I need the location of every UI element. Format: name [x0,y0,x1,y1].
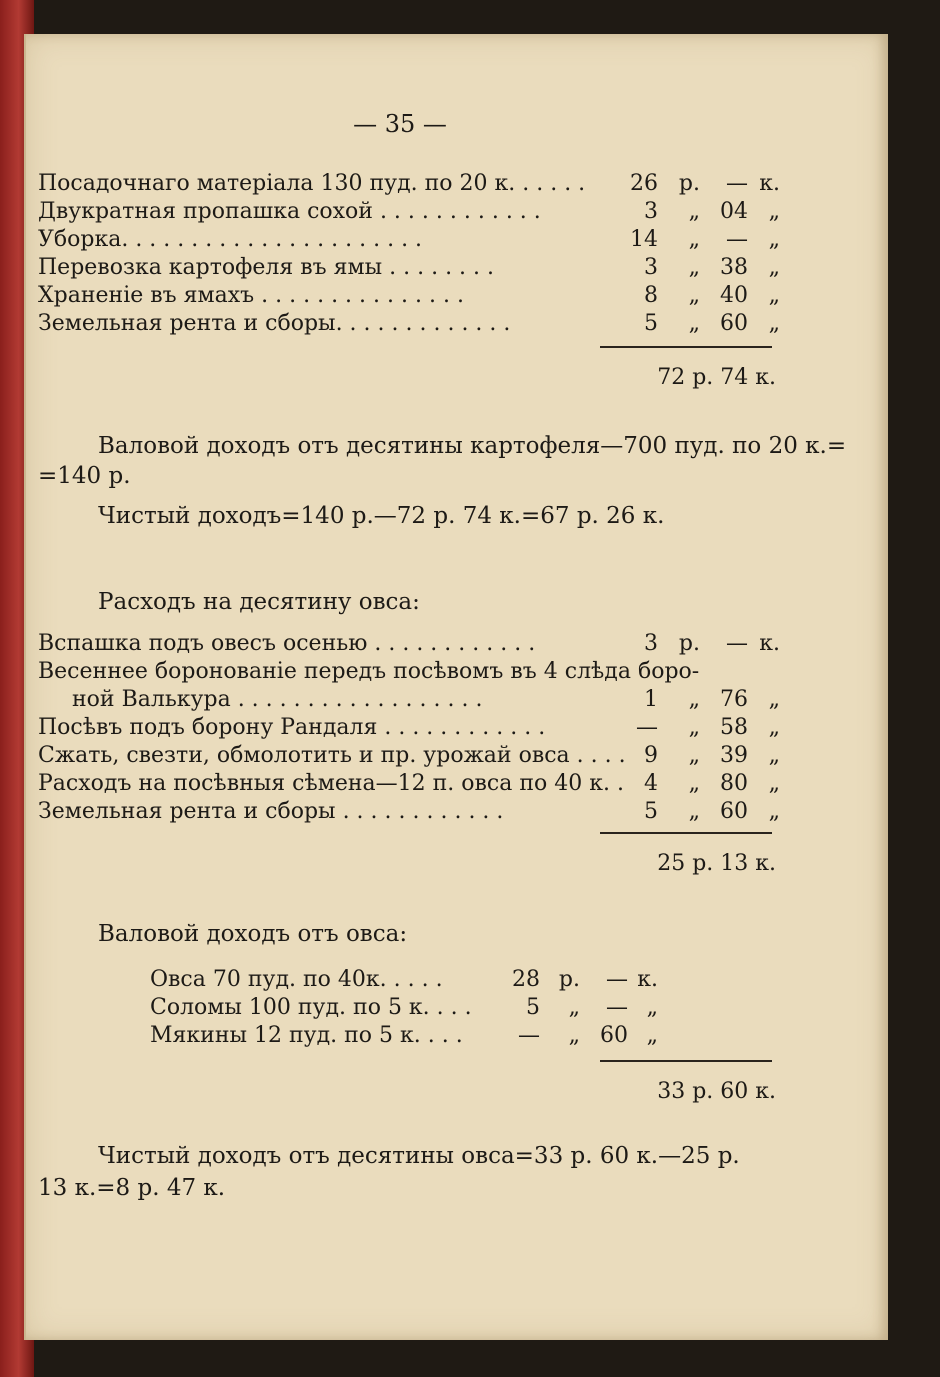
item-rubles-unit: „ [688,715,700,740]
item-rubles: — [518,1023,540,1048]
item-kopecks: — [606,967,628,992]
item-rubles: 8 [644,283,658,308]
item-kopecks: — [726,631,748,656]
table-row [38,198,778,226]
section-heading: Расходъ на десятину овса: [98,589,420,615]
item-kopecks-unit: к. [759,631,780,656]
item-kopecks: 60 [600,1023,628,1048]
item-kopecks-unit: к. [759,171,780,196]
table-row [150,994,670,1022]
item-description: Храненіе въ ямахъ . . . . . . . . . . . . . . . [38,283,464,308]
total-amount: 25 р. 13 к. [657,851,776,876]
table-row [38,226,778,254]
item-rubles-unit: р. [678,171,700,196]
item-rubles-unit: „ [688,255,700,280]
item-rubles: 4 [644,771,658,796]
sum-rule [600,346,772,348]
table-row [38,658,778,686]
item-kopecks-unit: к. [637,967,658,992]
table-row [38,254,778,282]
item-description: Расходъ на посѣвныя сѣмена—12 п. овса по 40 к. . [38,771,624,796]
item-kopecks-unit: „ [768,687,780,712]
sum-rule [600,832,772,834]
item-rubles-unit: „ [688,199,700,224]
item-kopecks-unit: „ [768,283,780,308]
item-kopecks-unit: „ [768,715,780,740]
item-rubles: 5 [644,311,658,336]
table-row [72,686,778,714]
item-rubles: 9 [644,743,658,768]
total-amount: 33 р. 60 к. [657,1079,776,1104]
item-rubles: 1 [644,687,658,712]
paragraph-line: Чистый доходъ отъ десятины овса=33 р. 60 к.—25 р. [98,1143,740,1169]
item-rubles: 28 [512,967,540,992]
item-kopecks: 60 [720,311,748,336]
item-kopecks: — [606,995,628,1020]
item-rubles-unit: „ [688,771,700,796]
table-row [38,170,778,198]
item-kopecks-unit: „ [768,743,780,768]
item-description: Перевозка картофеля въ ямы . . . . . . . . [38,255,495,280]
item-kopecks-unit: „ [768,311,780,336]
item-rubles-unit: „ [688,311,700,336]
item-rubles-unit: „ [688,283,700,308]
table-row [38,310,778,338]
item-rubles: 3 [644,255,658,280]
item-rubles-unit: „ [688,743,700,768]
item-description: Соломы 100 пуд. по 5 к. . . . [150,995,472,1020]
item-kopecks: 60 [720,799,748,824]
item-rubles-unit: „ [568,1023,580,1048]
item-rubles: 5 [526,995,540,1020]
section-heading: Валовой доходъ отъ овса: [98,921,408,947]
item-description: Посадочнаго матеріала 130 пуд. по 20 к. . . . . . [38,171,586,196]
item-description: Овса 70 пуд. по 40к. . . . . [150,967,443,992]
item-description: ной Валькура . . . . . . . . . . . . . . . . . . [72,687,483,712]
table-row [38,798,778,826]
item-kopecks: 76 [720,687,748,712]
sum-rule [600,1060,772,1062]
item-description: Уборка. . . . . . . . . . . . . . . . . . . . . . [38,227,423,252]
item-description: Вспашка подъ овесъ осенью . . . . . . . . . . . . [38,631,536,656]
item-kopecks: — [726,171,748,196]
item-rubles: 26 [630,171,658,196]
table-row [38,714,778,742]
item-kopecks: 80 [720,771,748,796]
item-kopecks: 58 [720,715,748,740]
paragraph-line: =140 р. [38,463,131,489]
page-number: — 35 — [353,110,447,138]
table-row [38,742,778,770]
item-rubles-unit: „ [688,799,700,824]
item-rubles: 3 [644,199,658,224]
item-kopecks-unit: „ [646,1023,658,1048]
item-kopecks: 39 [720,743,748,768]
item-rubles-unit: „ [688,687,700,712]
item-kopecks-unit: „ [768,799,780,824]
paragraph-line: Чистый доходъ=140 р.—72 р. 74 к.=67 р. 26 к. [98,503,665,529]
item-rubles-unit: р. [678,631,700,656]
item-description: Сжать, свезти, обмолотить и пр. урожай овса . . . . [38,743,626,768]
item-kopecks: 04 [720,199,748,224]
table-row [38,770,778,798]
item-rubles: 3 [644,631,658,656]
table-row [38,630,778,658]
item-rubles: 14 [630,227,658,252]
table-row [38,282,778,310]
item-rubles: — [636,715,658,740]
item-description: Мякины 12 пуд. по 5 к. . . . [150,1023,463,1048]
item-kopecks-unit: „ [768,227,780,252]
item-rubles-unit: „ [568,995,580,1020]
item-kopecks: — [726,227,748,252]
paragraph-line: Валовой доходъ отъ десятины картофеля—700 пуд. по 20 к.= [98,433,847,459]
item-description: Двукратная пропашка сохой . . . . . . . . . . . . [38,199,541,224]
paragraph-line: 13 к.=8 р. 47 к. [38,1175,226,1201]
item-description: Земельная рента и сборы . . . . . . . . . . . . [38,799,504,824]
total-amount: 72 р. 74 к. [657,365,776,390]
item-kopecks: 40 [720,283,748,308]
item-rubles: 5 [644,799,658,824]
item-kopecks-unit: „ [768,771,780,796]
item-rubles-unit: „ [688,227,700,252]
item-description: Весеннее боронованіе передъ посѣвомъ въ 4 слѣда боро- [38,659,700,684]
item-description: Посѣвъ подъ борону Рандаля . . . . . . . . . . . . [38,715,546,740]
table-row [150,1022,670,1050]
item-rubles-unit: р. [558,967,580,992]
item-description: Земельная рента и сборы. . . . . . . . . . . . . [38,311,511,336]
item-kopecks-unit: „ [768,255,780,280]
item-kopecks-unit: „ [646,995,658,1020]
item-kopecks: 38 [720,255,748,280]
table-row [150,966,670,994]
item-kopecks-unit: „ [768,199,780,224]
